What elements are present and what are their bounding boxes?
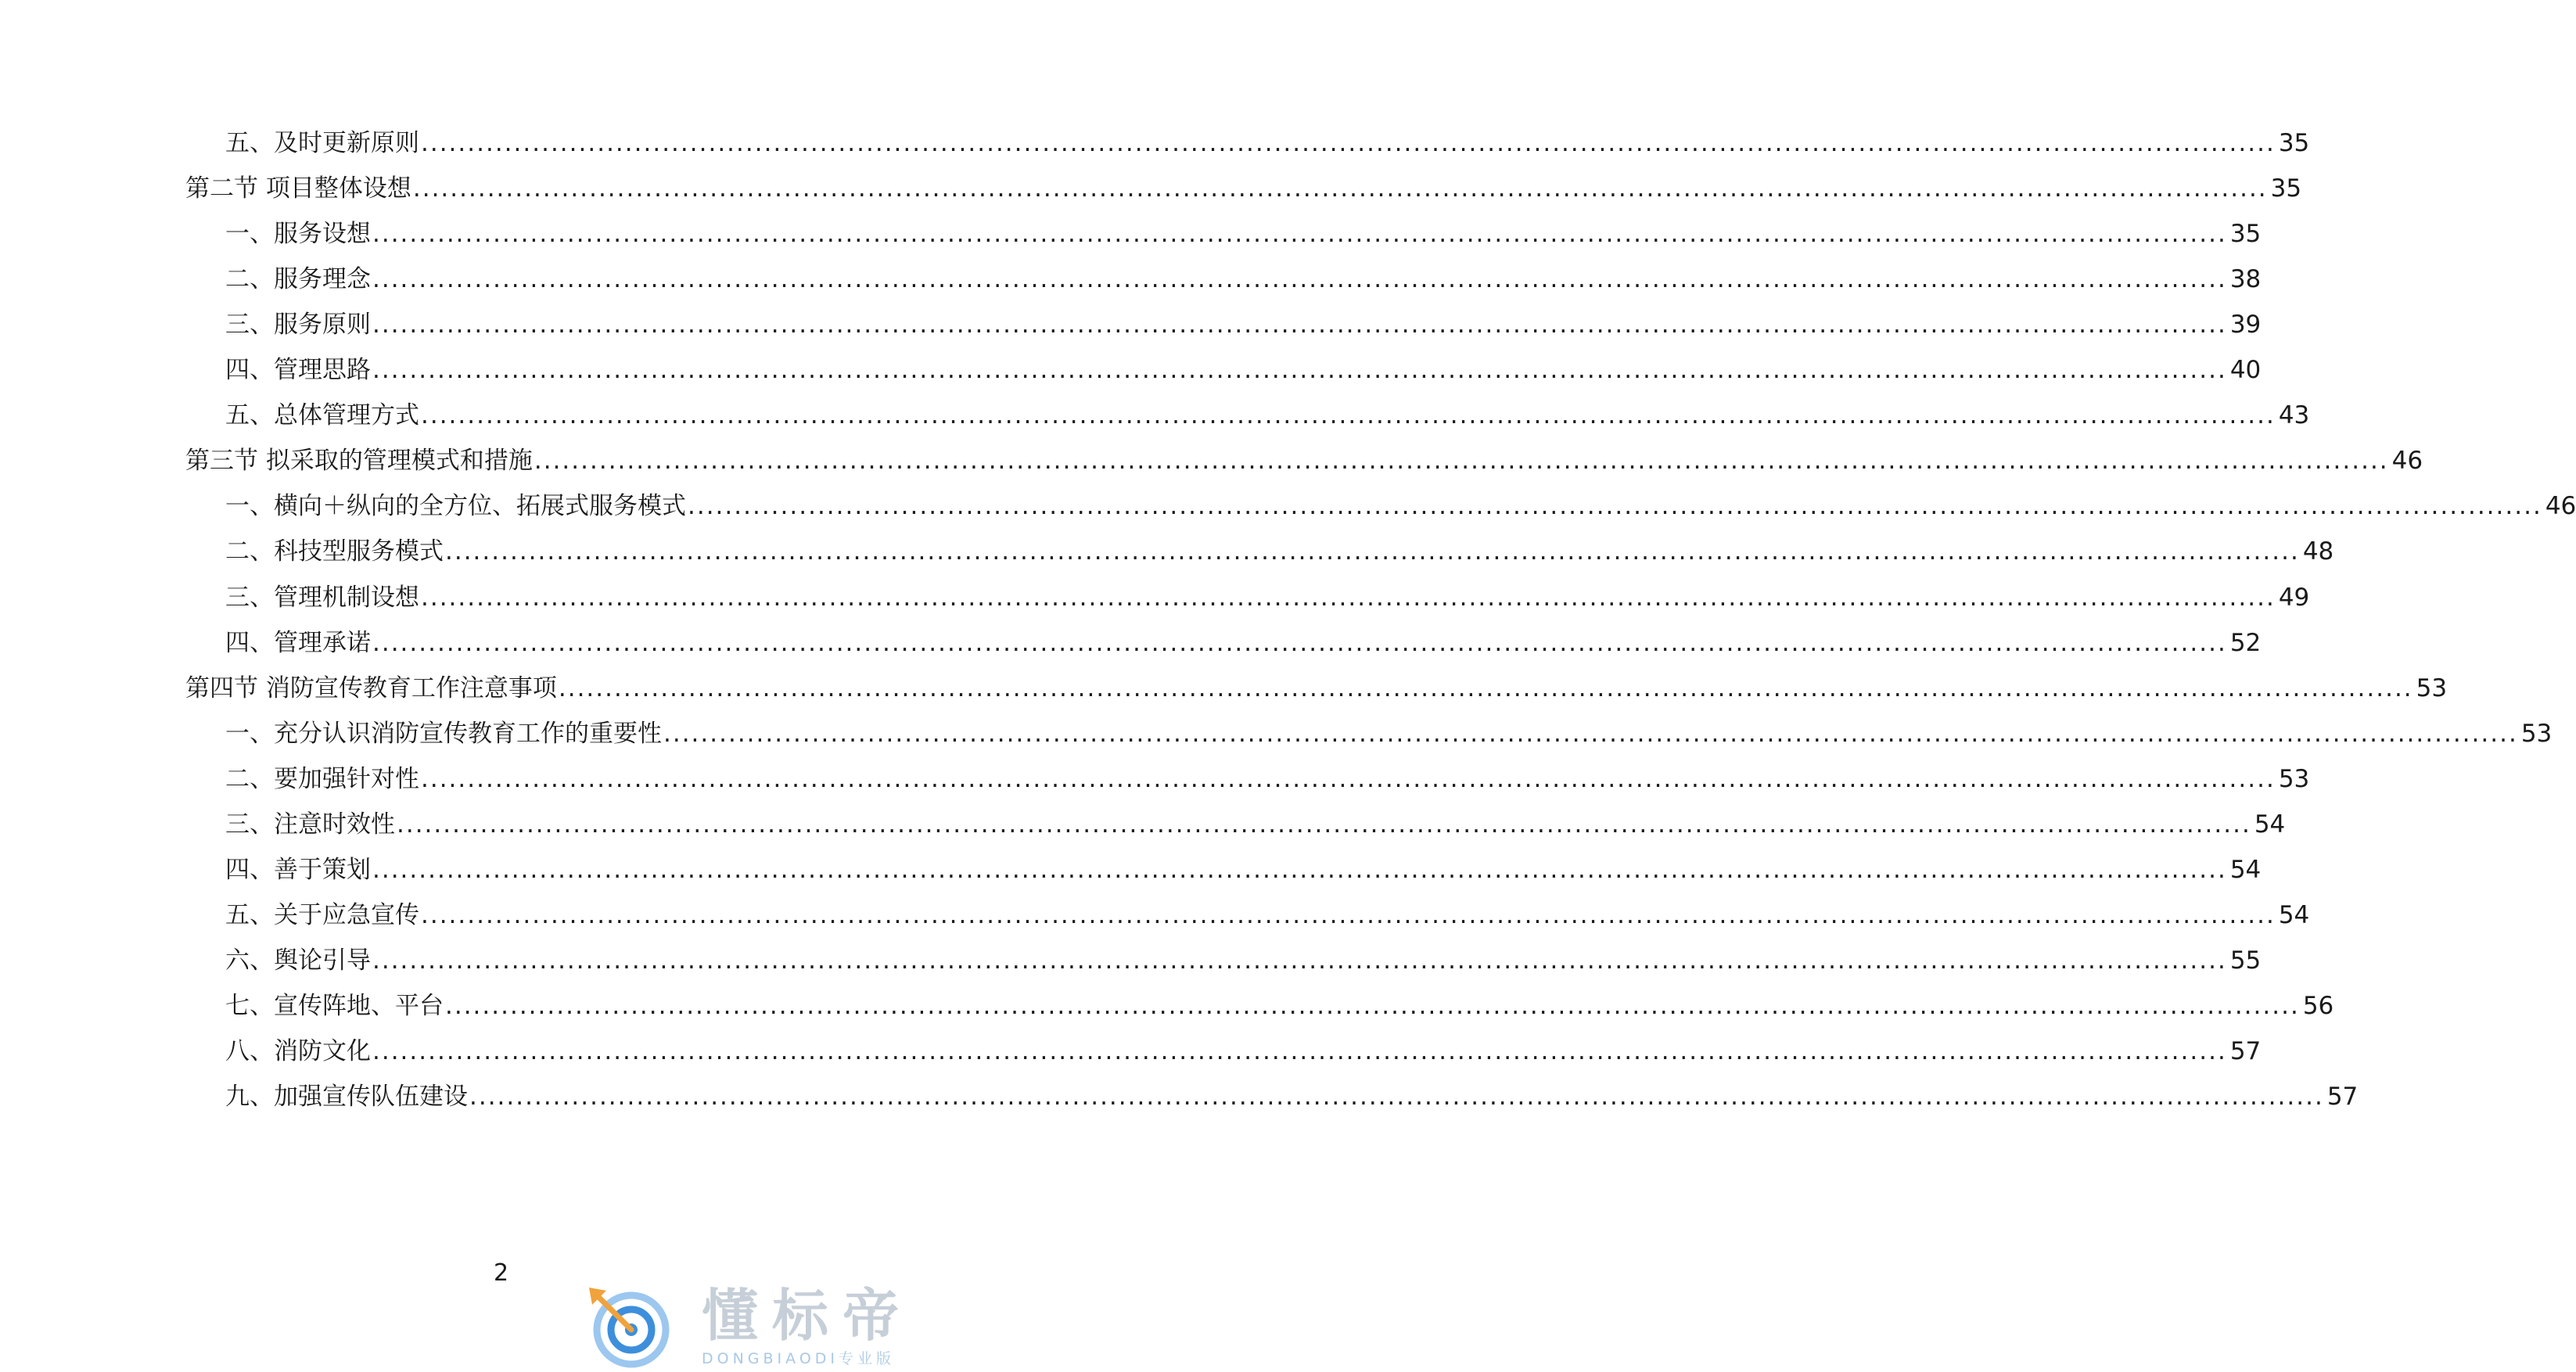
toc-entry-page: 46	[2545, 492, 2576, 520]
toc-entry-page: 35	[2270, 174, 2302, 203]
toc-entry-page: 57	[2326, 1083, 2359, 1111]
toc-entry-title: 五、及时更新原则	[225, 129, 419, 157]
toc-entry-title: 三、注意时效性	[225, 810, 395, 839]
toc-entry-page: 43	[2278, 401, 2310, 429]
toc-entry[interactable]	[225, 487, 2576, 526]
toc-entry[interactable]	[225, 396, 2310, 435]
toc-entry-page: 54	[2229, 856, 2262, 884]
toc-entry-page: 54	[2278, 901, 2310, 929]
toc-entry[interactable]	[225, 941, 2262, 980]
toc-entry-page: 53	[2520, 720, 2553, 748]
toc-dot-leader: ........................................................................................................................................................................................................	[445, 992, 2300, 1020]
toc-dot-leader: ........................................................................................................................................................................................................	[397, 810, 2251, 839]
toc-entry-title: 二、要加强针对性	[225, 765, 419, 793]
watermark-brand: 懂标帝	[702, 1283, 914, 1349]
toc-entry-page: 53	[2278, 765, 2310, 793]
toc-entry-title: 一、服务设想	[225, 220, 371, 248]
toc-entry[interactable]	[225, 1077, 2359, 1116]
toc-entry-title: 二、科技型服务模式	[225, 537, 444, 566]
toc-entry-page: 39	[2229, 311, 2262, 339]
toc-dot-leader: ........................................................................................................................................................................................................	[469, 1083, 2324, 1111]
toc-entry[interactable]	[225, 260, 2262, 299]
toc-entry[interactable]	[225, 986, 2334, 1025]
toc-entry[interactable]	[225, 623, 2262, 663]
toc-entry-title: 四、善于策划	[225, 856, 371, 884]
toc-dot-leader: ........................................................................................................................................................................................................	[534, 447, 2389, 475]
toc-dot-leader: ........................................................................................................................................................................................................	[372, 946, 2227, 975]
toc-entry-title: 三、服务原则	[225, 311, 371, 339]
toc-entry-page: 35	[2229, 220, 2262, 248]
toc-entry[interactable]	[225, 1032, 2262, 1071]
toc-dot-leader: ........................................................................................................................................................................................................	[372, 311, 2227, 339]
toc-entry-title: 五、关于应急宣传	[225, 901, 419, 929]
toc-dot-leader: ........................................................................................................................................................................................................	[372, 220, 2227, 248]
toc-dot-leader: ........................................................................................................................................................................................................	[421, 401, 2276, 429]
toc-dot-leader: ........................................................................................................................................................................................................	[421, 584, 2276, 612]
toc-entry[interactable]	[225, 214, 2262, 253]
toc-entry-title: 一、横向＋纵向的全方位、拓展式服务模式	[225, 492, 686, 520]
toc-dot-leader: ........................................................................................................................................................................................................	[663, 720, 2518, 748]
toc-entry-title: 八、消防文化	[225, 1037, 371, 1065]
toc-entry-page: 54	[2254, 810, 2286, 839]
toc-entry-page: 55	[2229, 946, 2262, 975]
toc-entry-title: 二、服务理念	[225, 265, 371, 293]
toc-dot-leader: ........................................................................................................................................................................................................	[372, 856, 2227, 884]
toc-entry[interactable]	[225, 896, 2310, 935]
toc-entry[interactable]	[225, 305, 2262, 344]
toc-entry-title: 九、加强宣传队伍建设	[225, 1083, 468, 1111]
toc-entry[interactable]	[225, 805, 2286, 844]
toc-entry[interactable]	[225, 532, 2334, 571]
target-arrow-icon	[583, 1283, 684, 1369]
toc-entry[interactable]	[225, 578, 2310, 617]
toc-entry-page: 48	[2302, 537, 2334, 566]
toc-entry[interactable]	[185, 169, 2302, 208]
toc-entry-title: 一、充分认识消防宣传教育工作的重要性	[225, 720, 662, 748]
toc-entry-title: 第四节 消防宣传教育工作注意事项	[185, 674, 557, 702]
toc-dot-leader: ........................................................................................................................................................................................................	[445, 537, 2300, 566]
toc-dot-leader: ........................................................................................................................................................................................................	[688, 492, 2542, 520]
toc-entry-page: 38	[2229, 265, 2262, 293]
toc-entry-title: 四、管理思路	[225, 356, 371, 384]
toc-entry[interactable]	[185, 441, 2423, 480]
toc-entry-page: 49	[2278, 584, 2310, 612]
toc-dot-leader: ........................................................................................................................................................................................................	[412, 174, 2268, 203]
toc-entry[interactable]	[185, 669, 2448, 708]
toc-entry-page: 53	[2416, 674, 2448, 702]
toc-entry-page: 56	[2302, 992, 2334, 1020]
toc-entry[interactable]	[225, 714, 2553, 753]
toc-entry-page: 57	[2229, 1037, 2262, 1065]
toc-entry-title: 五、总体管理方式	[225, 401, 419, 429]
watermark-subtitle: DONGBIAODI专业版	[702, 1350, 896, 1367]
toc-dot-leader: ........................................................................................................................................................................................................	[372, 629, 2227, 657]
toc-dot-leader: ........................................................................................................................................................................................................	[421, 765, 2276, 793]
toc-dot-leader: ........................................................................................................................................................................................................	[372, 1037, 2227, 1065]
page-number: 2	[493, 1259, 509, 1287]
toc-entry-title: 第二节 项目整体设想	[185, 174, 411, 203]
toc-entry-page: 46	[2391, 447, 2423, 475]
toc-dot-leader: ........................................................................................................................................................................................................	[558, 674, 2413, 702]
toc-entry-title: 七、宣传阵地、平台	[225, 992, 444, 1020]
toc-entry[interactable]	[225, 124, 2310, 163]
toc-entry-page: 35	[2278, 129, 2310, 157]
toc-entry-title: 四、管理承诺	[225, 629, 371, 657]
toc-dot-leader: ........................................................................................................................................................................................................	[372, 265, 2227, 293]
toc-entry[interactable]	[225, 760, 2310, 799]
toc-dot-leader: ........................................................................................................................................................................................................	[421, 901, 2276, 929]
toc-entry-title: 三、管理机制设想	[225, 584, 419, 612]
toc-entry[interactable]	[225, 850, 2262, 889]
toc-entry-title: 六、舆论引导	[225, 946, 371, 975]
toc-entry[interactable]	[225, 350, 2262, 390]
toc-entry-page: 52	[2229, 629, 2262, 657]
toc-entry-title: 第三节 拟采取的管理模式和措施	[185, 447, 533, 475]
watermark	[583, 1283, 958, 1369]
toc-entry-page: 40	[2229, 356, 2262, 384]
toc-dot-leader: ........................................................................................................................................................................................................	[421, 129, 2276, 157]
toc-dot-leader: ........................................................................................................................................................................................................	[372, 356, 2227, 384]
